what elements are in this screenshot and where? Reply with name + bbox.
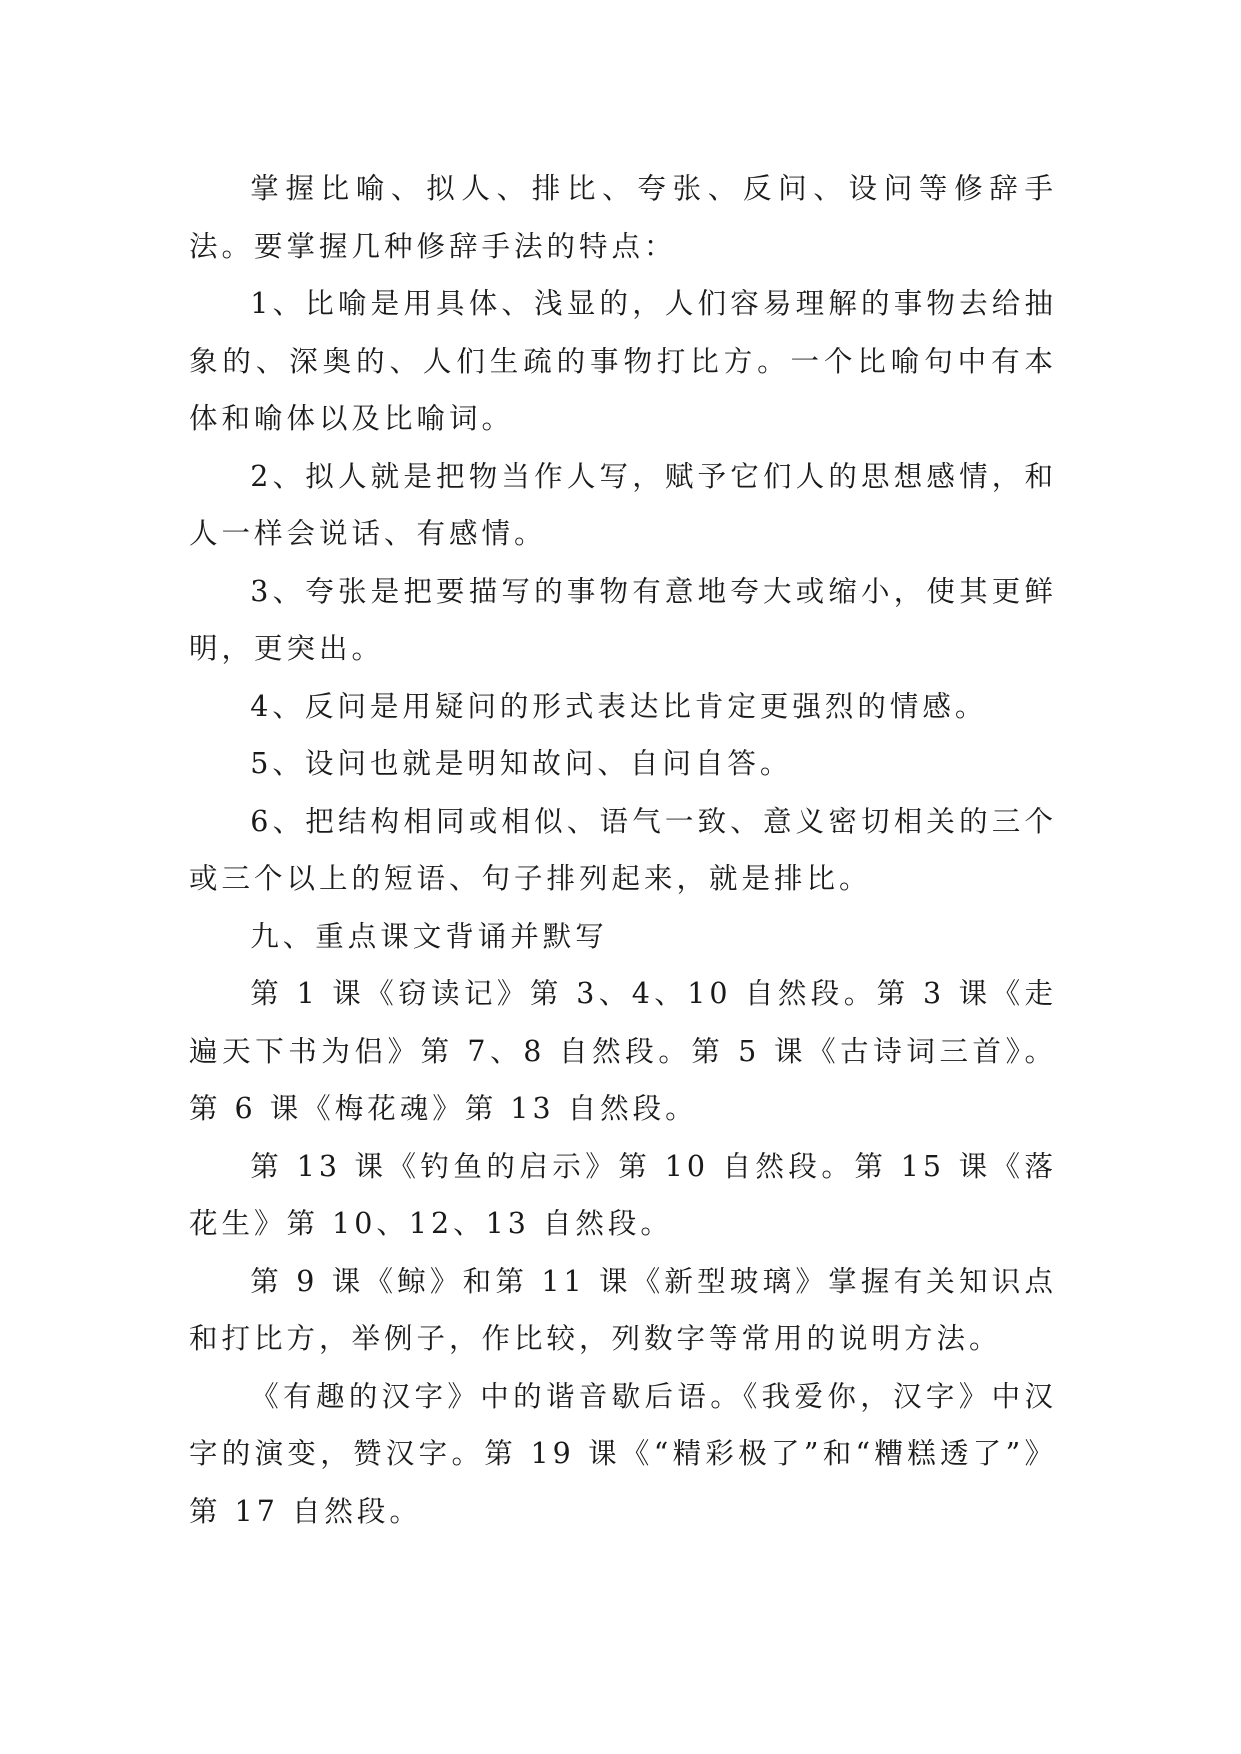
paragraph-lessons-1-6: 第 1 课《窃读记》第 3、4、10 自然段。第 3 课《走遍天下书为侣》第 7、8 自然段。第 5 课《古诗词三首》。第 6 课《梅花魂》第 13 自然段。 — [189, 977, 1057, 1125]
paragraph-parallelism: 6、把结构相同或相似、语气一致、意义密切相关的三个或三个以上的短语、句子排列起来，就是排比。 — [189, 804, 1057, 895]
paragraph-chinese-characters: 《有趣的汉字》中的谐音歇后语。《我爱你，汉字》中汉字的演变，赞汉字。第 19 课《“精彩极了”和“糟糕透了”》第 17 自然段。 — [189, 1379, 1057, 1528]
paragraph-lessons-13-15: 第 13 课《钓鱼的启示》第 10 自然段。第 15 课《落花生》第 10、12、13 自然段。 — [189, 1149, 1057, 1240]
section-heading-recitation: 九、重点课文背诵并默写 — [250, 919, 608, 953]
document-body — [189, 160, 1057, 1540]
paragraph-exaggeration: 3、夸张是把要描写的事物有意地夸大或缩小，使其更鲜明，更突出。 — [189, 574, 1057, 665]
paragraph-metaphor: 1、比喻是用具体、浅显的，人们容易理解的事物去给抽象的、深奥的、人们生疏的事物打比方。一个比喻句中有本体和喻体以及比喻词。 — [189, 287, 1057, 435]
paragraph-personification: 2、拟人就是把物当作人写，赋予它们人的思想感情，和人一样会说话、有感情。 — [189, 459, 1057, 550]
paragraph-self-question: 5、设问也就是明知故问、自问自答。 — [250, 747, 793, 780]
paragraph-rhetorical-question: 4、反问是用疑问的形式表达比肯定更强烈的情感。 — [250, 689, 988, 723]
paragraph-lessons-9-11: 第 9 课《鲸》和第 11 课《新型玻璃》掌握有关知识点和打比方，举例子，作比较，列数字等常用的说明方法。 — [189, 1264, 1057, 1355]
paragraph-rhetoric-intro: 掌握比喻、拟人、排比、夸张、反问、设问等修辞手法。要掌握几种修辞手法的特点： — [189, 172, 1057, 263]
